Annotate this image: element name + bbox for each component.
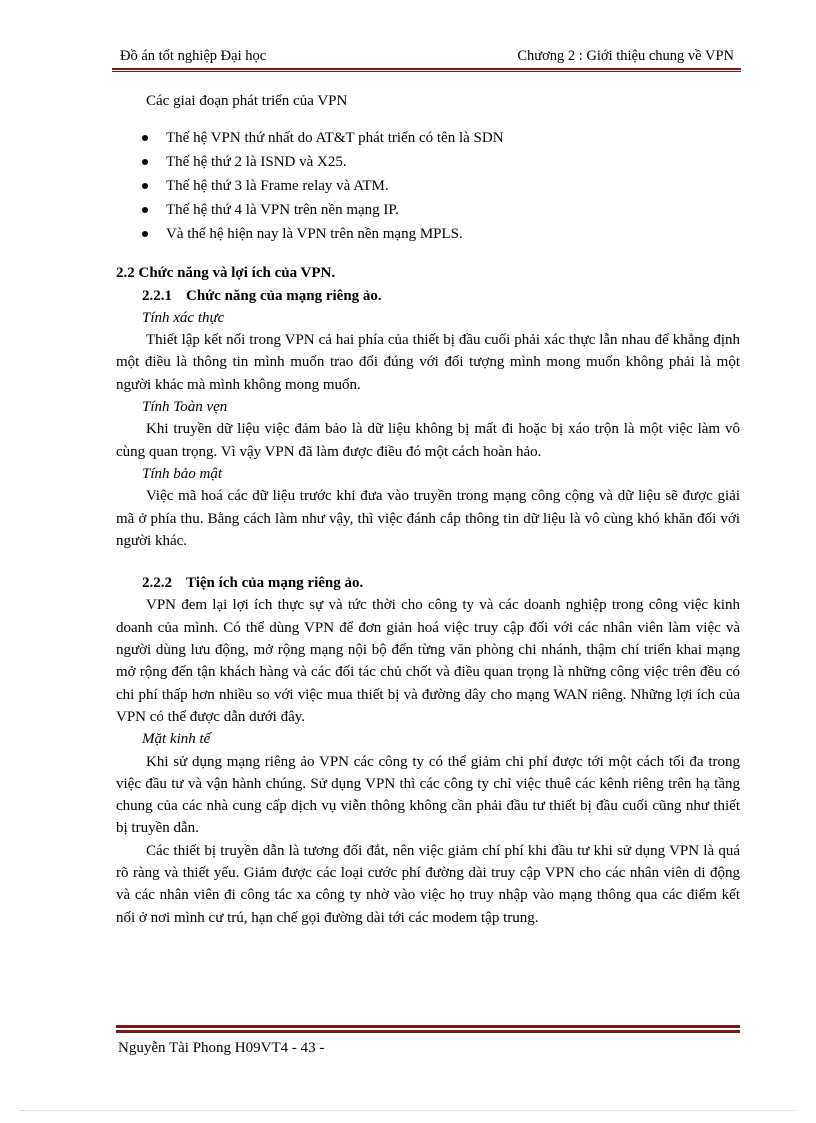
bullet-text: Thế hệ thứ 3 là Frame relay và ATM.: [166, 178, 389, 195]
subheading-authentication: Tính xác thực: [142, 309, 225, 326]
paragraph-benefits: VPN đem lại lợi ích thực sự và tức thời cho công ty và các doanh nghiệp trong công việc kinh doanh của mình. Có thể dùng VPN để đơn giản hoá việc truy cập đối với các nhân viên làm việc và người dùng lưu động, mở rộng mạng nội bộ đến từng văn phòng chi nhánh, thậm chí triển khai mạng mở rộng đến tận khách hàng và các đối tác chủ chốt và điều quan trọng là những công việc trên đều có chi phí thấp hơn nhiều so với việc mua thiết bị và đường dây cho mạng WAN riêng. Những lợi ích của VPN có thể được dẫn dưới đây.: [116, 597, 740, 725]
subheading-confidentiality: Tính bảo mật: [142, 465, 223, 482]
bullet-item: [116, 222, 740, 246]
header-rule-thin: [112, 71, 741, 72]
header-right-text: Chương 2 : Giới thiệu chung về VPN: [517, 48, 734, 64]
bullet-text: Thế hệ VPN thứ nhất do AT&T phát triển có tên là SDN: [166, 130, 504, 147]
bullet-icon: [142, 135, 148, 141]
bullet-icon: [142, 159, 148, 165]
section-2-2-2-heading: [116, 572, 740, 594]
section-title: Chức năng của mạng riêng ảo.: [186, 287, 382, 304]
paragraph-confidentiality: Việc mã hoá các dữ liệu trước khi đưa vào truyền trong mạng công cộng và dữ liệu sẽ được giải mã ở phía thu. Bằng cách làm như vậy, thì việc đánh cắp thông tin dữ liệu là vô cùng khó khăn đối với người khác.: [116, 488, 740, 549]
subheading-economic: Mặt kinh tế: [142, 731, 211, 748]
bullet-text: Thế hệ thứ 2 là ISND và X25.: [166, 154, 347, 171]
section-title: Tiện ích của mạng riêng ảo.: [186, 575, 364, 592]
section-number: 2.2.2: [142, 575, 172, 592]
paragraph-authentication: Thiết lập kết nối trong VPN cả hai phía của thiết bị đầu cuối phải xác thực lẫn nhau để khẳng định một điều là thông tin mình muốn trao đổi đúng với đối tượng mình mong muốn không phải là một người khác mà mình không mong muốn.: [116, 332, 740, 393]
bullet-item: [116, 150, 740, 174]
header-left-text: Đồ án tốt nghiệp Đại học: [120, 48, 267, 64]
bullet-icon: [142, 183, 148, 189]
bullet-item: [116, 126, 740, 150]
footer-rule-second: [116, 1030, 740, 1033]
paragraph-economic-1: Khi sử dụng mạng riêng ảo VPN các công ty có thể giảm chi phí được tới một cách tối đa trong việc đầu tư và vận hành chúng. Sử dụng VPN thì các công ty chỉ việc thuê các kênh riêng trên hạ tầng chung của các nhà cung cấp dịch vụ viễn thông không cần phải đầu tư thiết bị đầu cuối cũng như thiết bị truyền dẫn.: [116, 753, 740, 837]
section-2-2-1-heading: [116, 285, 740, 307]
page-header: [118, 48, 738, 68]
bullet-text: Và thế hệ hiện nay là VPN trên nền mạng MPLS.: [166, 226, 463, 243]
bullet-text: Thế hệ thứ 4 là VPN trên nền mạng IP.: [166, 202, 399, 219]
bullet-icon: [142, 207, 148, 213]
section-2-2-heading: 2.2 Chức năng và lợi ích của VPN.: [116, 265, 336, 282]
paragraph-integrity: Khi truyền dữ liệu việc đảm bảo là dữ liệu không bị mất đi hoặc bị xáo trộn là một việc làm vô cùng quan trọng. Vì vậy VPN đã làm được điều đó một cách hoàn hảo.: [116, 421, 740, 460]
subheading-integrity: Tính Toàn vẹn: [142, 399, 228, 416]
section-number: 2.2.1: [142, 287, 172, 304]
footer-rule: [116, 1025, 740, 1028]
page-footer: Nguyễn Tài Phong H09VT4 - 43 -: [118, 1040, 325, 1056]
bullet-item: [116, 198, 740, 222]
intro-line: Các giai đoạn phát triển của VPN: [146, 93, 348, 109]
paragraph-economic-2: Các thiết bị truyền dẫn là tương đối đắt, nên việc giảm chí phí khi đầu tư khi sử dụng VPN là quá rõ ràng và thiết yếu. Giảm được các loại cước phí đường dài truy cập VPN cho các nhân viên di động và các nhân viên đi công tác xa công ty nhờ vào việc họ truy nhập vào mạng thông qua các điểm kết nối ở nơi mình cư trú, hạn chế gọi đường dài tới các modem tập trung.: [116, 842, 740, 926]
bullet-icon: [142, 231, 148, 237]
bullet-list: [116, 126, 740, 246]
page-body: [116, 90, 740, 929]
page-edge-divider: [20, 1110, 796, 1111]
header-rule: [112, 68, 741, 70]
bullet-item: [116, 174, 740, 198]
